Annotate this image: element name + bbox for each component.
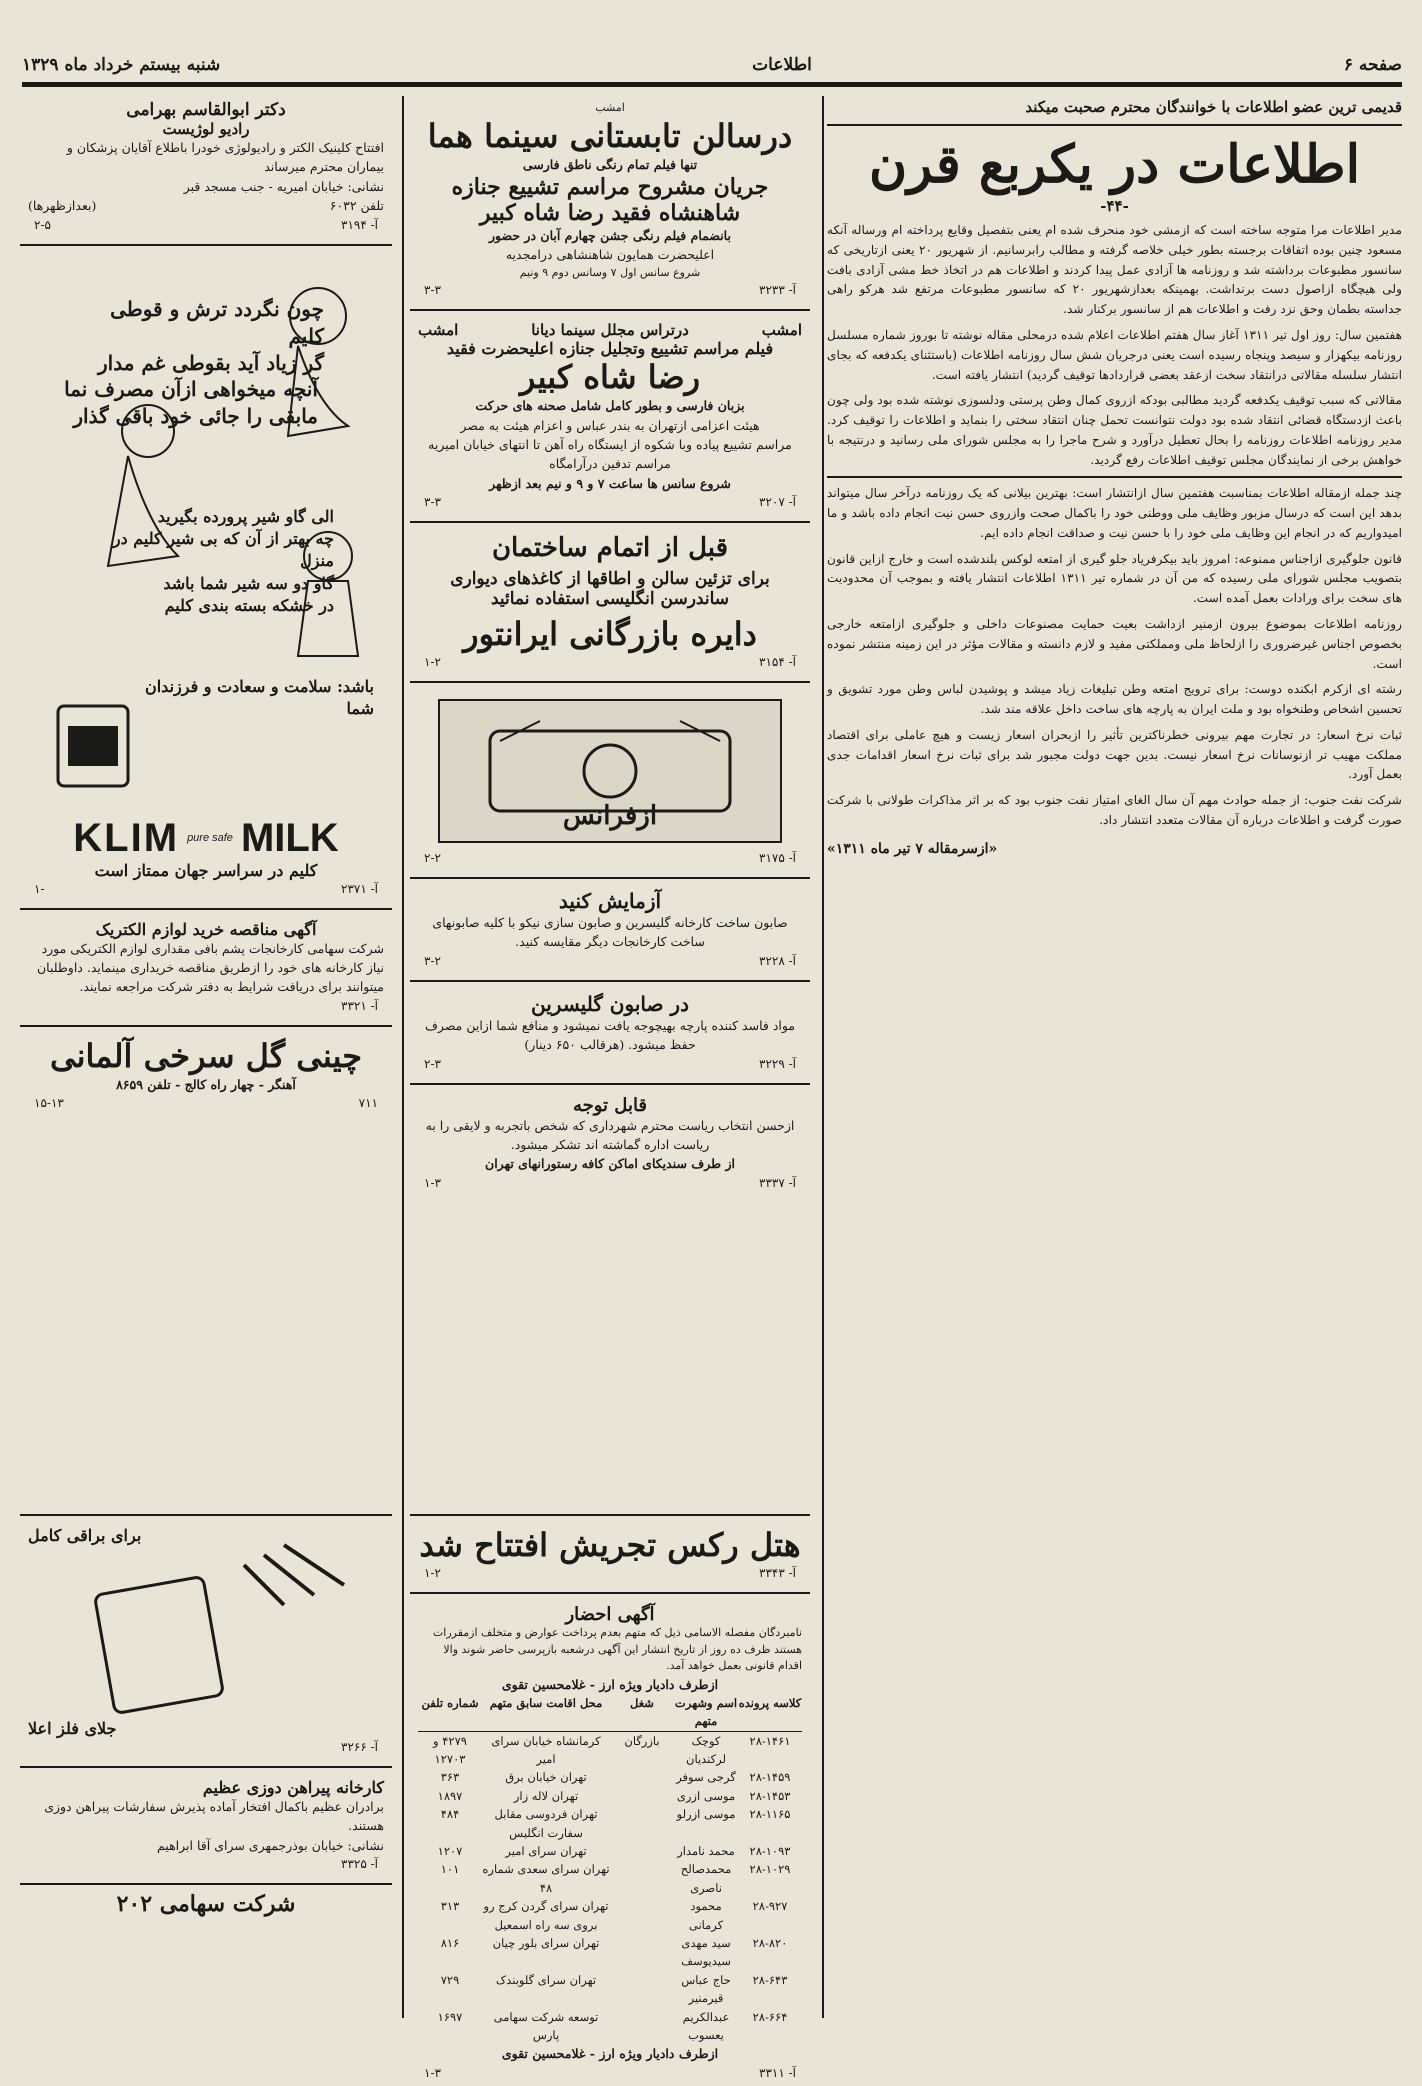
- ad-line: کلیم در سراسر جهان ممتاز است: [94, 860, 318, 880]
- table-cell: سید مهدی سیدیوسف: [681, 1935, 731, 1969]
- ad-text: برادران عظیم باکمال افتخار آماده پذیرش سفارشات پیراهن دوزی هستند.: [44, 1799, 384, 1834]
- table-header-cell: شماره تلفن: [421, 1695, 479, 1710]
- table-cell: ۲۸-۱۰۹۳: [749, 1844, 791, 1858]
- table-header-cell: کلاسه پرونده: [738, 1695, 802, 1710]
- table-cell: [610, 1787, 674, 1805]
- ad-ref: آ- ۳۱۵۴: [759, 655, 796, 669]
- table-cell: موسی ازری: [676, 1788, 736, 1803]
- ad-line: بانضمام فیلم رنگی جشن چهارم آبان در حضور: [489, 227, 731, 243]
- ad-ref: آ- ۳۱۹۴: [341, 217, 378, 232]
- klim-verse: باشد: سلامت و سعادت و فرزندان شما: [144, 676, 374, 718]
- ad-line: اعلیحضرت همایون شاهنشاهی درامجدیه: [505, 247, 715, 263]
- feature-article: [827, 96, 1402, 2018]
- ad-line: شاهنشاه فقید رضا شاه کبیر: [479, 199, 741, 226]
- hotel-ad: [410, 1522, 810, 1586]
- ad-ref: ۲-۳: [424, 1056, 441, 1071]
- ad-line: شروع سانس اول ۷ وسانس دوم ۹ ونیم: [519, 265, 701, 279]
- court-table: [418, 1732, 802, 2045]
- ad-title: رضا شاه کبیر: [519, 358, 701, 397]
- ad-ref: آ- ۳۲۰۷: [759, 495, 796, 509]
- table-row: [418, 1768, 802, 1786]
- ad-ref: ۱-۲: [424, 1566, 441, 1580]
- klim-brand: KLIM: [73, 815, 180, 860]
- ad-line: بزبان فارسی و بطور کامل شامل صحنه های حرکت: [475, 398, 745, 414]
- ad-line: نشانی: خیابان امیریه - جنب مسجد قبر: [183, 178, 384, 194]
- ad-title: آگهی احضار: [565, 1604, 655, 1625]
- ad-ref: ۳-۲: [424, 953, 441, 968]
- table-cell: ۲۸-۱۱۶۵: [749, 1807, 791, 1822]
- ad-ref: ۱-۲: [424, 655, 441, 669]
- table-row: [418, 1842, 802, 1860]
- table-cell: حاج عباس قیرمنیر: [681, 1972, 731, 2006]
- article-source: «ازسرمقاله ۷ تیر ماه ۱۳۱۱»: [827, 840, 998, 857]
- ad-ref: ۲-۵: [34, 217, 51, 232]
- table-cell: [610, 1897, 674, 1934]
- ad-title: آگهی مناقصه خرید لوازم الکتریک: [95, 919, 317, 939]
- masthead: [22, 48, 1402, 87]
- ad-tag: امشب: [761, 321, 802, 340]
- table-row: [418, 1805, 802, 1842]
- table-cell: تهران سرای سعدی شماره ۴۸: [482, 1862, 610, 1895]
- france-ad: [410, 689, 810, 871]
- ad-title: در صابون گلیسرین: [531, 991, 689, 1016]
- ad-title: درسالن تابستانی سینما هما: [427, 116, 793, 155]
- ad-line: ازطرف دادیار ویژه ارز - غلامحسین تقوی: [501, 1676, 719, 1692]
- bottom-middle: [410, 1508, 810, 2080]
- klim-verse: گر زیاد آید بقوطی غم مدار: [97, 350, 324, 375]
- article-paragraph: روزنامه اطلاعات بموضوع بیرون ازمنیر ازداشت بعیت حمایت مصنوعات داخلی و جلوگیری ازامتعه خارجی بخصوص اجناس غیرضروری را ازلحاظ ملی ومملکتی مفید و لازم دانسته و مقالات مؤثر در این زمینه منتشر نموده است.: [827, 616, 1402, 671]
- ad-line: از طرف سندیکای اماکن کافه رستورانهای تهران: [485, 1156, 735, 1172]
- article-title: اطلاعات در یکربع قرن: [868, 134, 1361, 195]
- ad-caption: ازفرانس: [562, 801, 658, 831]
- table-cell: تهران سرای بلور چیان: [492, 1935, 600, 1950]
- table-cell: تهران فردوسی مقابل سفارت انگلیس: [494, 1807, 598, 1840]
- table-cell: ۱۰۱: [440, 1862, 460, 1877]
- table-cell: ۳۶۳: [440, 1770, 460, 1785]
- ad-title: چینی گل سرخی آلمانی: [49, 1036, 363, 1075]
- column-divider: [822, 96, 824, 2018]
- ad-tag: امشب: [595, 101, 625, 114]
- article-paragraph: قانون جلوگیری ازاجناس ممنوعه: امروز باید بیکرفریاد جلو گیری از امتعه لوکس بلندشده است و خارج ازاین قانون بتصویب مجلس شورای ملی رسیده که من آن در شماره تیر ۱۳۱۱ اطلاعات انتشار یافته و بموجب آن محدودیت های سخت برای ورادات بعمل آمده است.: [827, 551, 1402, 606]
- ad-line: (بعدازظهرها): [28, 198, 97, 214]
- klim-brand: MILK: [240, 815, 339, 860]
- ad-text: افتتاح کلینیک الکتر و رادیولوژی خودرا باطلاع آقایان پزشکان و بیماران محترم میرساند: [66, 140, 384, 175]
- klim-verse: در خشکه بسته بندی کلیم: [164, 596, 334, 616]
- table-cell: ۲۸-۱۴۶۱: [749, 1733, 791, 1748]
- table-cell: کوچک لرکندیان: [686, 1733, 726, 1767]
- table-row: [418, 1860, 802, 1897]
- ad-ref: ۲-۲: [424, 851, 441, 865]
- klim-brand-small: pure safe: [187, 831, 233, 844]
- ad-text: صابون ساخت کارخانه گلیسرین و صابون سازی نیکو با کلیه صابونهای ساخت کارخانجات دیگر مقایسه کنید.: [432, 915, 788, 950]
- ad-ref: ۱-۳: [424, 2065, 441, 2080]
- ad-ref: آ- ۳۳۱۱: [759, 2065, 796, 2080]
- klim-verse: گاو دو سه شیر شما باشد: [163, 573, 334, 593]
- article-paragraph: چند جمله ازمقاله اطلاعات بمناسبت هفتمین سال ازانتشار است: بهترین بیلانی که یک روزنامه درآخر سال میتواند بدهد این است که درسال مزبور وظایف ملی ووطنی خود را باکمال صحت وازروی حسن نیت انجام داده باشد و ما امیدواریم که در انجام این وظایف ملی خود را با حسن نیت و صداقت انجام داده ایم.: [827, 486, 1402, 540]
- ad-line: جریان مشروح مراسم تشییع جنازه: [451, 173, 769, 200]
- table-cell: ۲۸-۶۴۳: [752, 1972, 788, 1987]
- ad-ref: ۱-: [34, 881, 45, 896]
- article-paragraph: مقالاتی که سبب توقیف یکدفعه گردید مطالبی بودکه ازروی کمال وطن پرستی ودلسوزی نوشته شده بود ولی چون باعث ازدستگاه قضائی انتقاد شده بود دولت نتوانست تحمل چنان انتقاد سختی را بنماید و اطلاعات را توقیف کرد. مدیر روزنامه اطلاعات روزنامه را بحال تعطیل درآورد و شرح ماجرا را به مجلس شورای ملی رسانید و درنتیجه با خواهش برخی از نمایندگان مجلس توقیف اطلاعات رفع گردید.: [827, 393, 1402, 467]
- table-cell: کرمانشاه خیابان سرای امیر: [491, 1733, 601, 1767]
- notice-ad: [410, 1091, 810, 1196]
- table-cell: [610, 1971, 674, 2008]
- paper-name: اطلاعات: [752, 55, 812, 75]
- table-cell: ۷۲۹: [440, 1972, 460, 1987]
- ad-ref: آ- ۳۲۲۸: [759, 953, 796, 968]
- tender-ad: [20, 916, 392, 1019]
- ad-text: مواد فاسد کننده پارچه بهیچوجه یافت نمیشود و منافع شما ازاین مصرف حفظ میشود. (هرقالب ۶۵۰ دینار): [424, 1017, 796, 1053]
- article-kicker: قدیمی ترین عضو اطلاعات با خوانندگان محترم صحبت میکند: [1025, 98, 1402, 116]
- table-cell: [610, 1860, 674, 1897]
- table-cell: [610, 2008, 674, 2045]
- ad-line: تلفن ۶۰۳۲: [329, 198, 384, 214]
- ad-ref: آ- ۲۳۷۱: [341, 881, 378, 896]
- ad-line: مراسم تدفین درآرامگاه: [549, 456, 671, 472]
- ad-ref: آ- ۳۳۳۷: [759, 1175, 796, 1190]
- china-ad: [20, 1033, 392, 1116]
- column-divider: [402, 96, 404, 2018]
- ad-text: نامبردگان مفصله الاسامی ذیل که متهم بعدم پرداخت عوارض و متخلف ازمقررات هستند ظرف ده روز از تاریخ انتشار این آگهی درشعبه بازپرسی حاضر شوند والا اقدام قانونی بعمل خواهد آمد.: [432, 1626, 802, 1672]
- court-notice: [410, 1600, 810, 2086]
- table-cell: تهران سرای گلوبندک: [495, 1972, 597, 1987]
- table-cell: محمدصالح ناصری: [680, 1862, 732, 1895]
- ad-ref: آ- ۳۱۷۵: [759, 851, 796, 865]
- soap-test-ad: [410, 885, 810, 974]
- ad-ref: آ- ۳۲۶۶: [341, 1740, 378, 1754]
- ad-line: برای تزئین سالن و اطاقها از کاغذهای دیواری: [450, 569, 770, 589]
- table-cell: ۴۲۷۹ و ۱۲۷۰۳: [433, 1733, 467, 1767]
- table-cell: بازرگان: [624, 1733, 660, 1748]
- table-cell: ۸۱۶: [440, 1935, 460, 1950]
- ad-title: هتل رکس تجریش افتتاح شد: [419, 1526, 801, 1564]
- tailor-ad: [20, 1774, 392, 1877]
- table-cell: ۲۸-۹۲۷: [752, 1899, 788, 1914]
- ad-ref: آ- ۳۳۲۱: [341, 998, 378, 1013]
- ad-ref: ۱-۳: [424, 1175, 441, 1190]
- table-cell: محمود کرمانی: [688, 1899, 724, 1932]
- ad-place: درتراس مجلل سینما دیانا: [531, 321, 689, 340]
- bottom-left: [20, 1508, 392, 1998]
- ad-line: ساندرسن انگلیسی استفاده نمائید: [490, 589, 730, 609]
- table-cell: تهران سرای گردن کرج رو بروی سه راه اسمعیل: [483, 1899, 609, 1932]
- cinema-homa-ad: [410, 96, 810, 303]
- sasi-ad: شرکت سهامی ۲۰۲: [116, 1891, 296, 1918]
- table-header-cell: اسم وشهرت متهم: [674, 1695, 738, 1729]
- table-cell: [610, 1934, 674, 1971]
- table-row: [418, 1934, 802, 1971]
- ad-line: فیلم مراسم تشییع وتجلیل جنازه اعلیحضرت فقید: [446, 339, 774, 359]
- article-paragraph: شرکت نفت جنوب: از جمله حوادث مهم آن سال الغای امتیاز نفت جنوب بود که بر اثر مذاکرات طولانی با شرکت صورت گرفت و اطلاعات درباره آن مقالات متعدد انتشار داد.: [827, 793, 1402, 827]
- ad-title: کارخانه پیراهن دوزی عظیم: [202, 1778, 384, 1797]
- klim-verse: چه بهتر از آن که بی شیر کلیم در منزل: [112, 528, 334, 571]
- klim-verse: آنچه میخواهی ازآن مصرف نما: [64, 376, 318, 401]
- ad-ref: آ- ۳۳۲۵: [341, 1857, 378, 1872]
- table-cell: گرجی سوفر: [676, 1770, 736, 1785]
- ad-text: ازحسن انتخاب ریاست محترم شهرداری که شخص باتجربه و لایقی را به ریاست اداره گماشته اند تشکر میشود.: [425, 1117, 795, 1152]
- ad-title: دکتر ابوالقاسم بهرامی: [126, 100, 286, 120]
- table-cell: [610, 1805, 674, 1842]
- article-paragraph: رشته ای ازکرم ابکنده دوست: برای ترویج امتعه وطن تبلیغات زیاد میشد و پوشیدن لباس وطن مورد تشویق و تحسین اشخاص وطنخواه بود و ملت ایران به پارچه های ساخت داخل علاقه مند شد.: [827, 682, 1402, 717]
- ad-ref: ۱۵-۱۳: [34, 1096, 64, 1110]
- table-cell: ۲۸-۸۲۰: [752, 1935, 788, 1950]
- doctor-ad: [20, 96, 392, 238]
- page-number: صفحه ۶: [1343, 55, 1402, 75]
- table-row: [418, 1897, 802, 1934]
- table-cell: ۱۶۹۷: [437, 2009, 463, 2024]
- polish-can-illustration: [44, 1545, 384, 1715]
- table-cell: تهران خیابان برق: [505, 1770, 587, 1785]
- ad-text: شرکت سهامی کارخانجات پشم بافی مقداری لوازم الکتریکی مورد نیاز کارخانه های خود را ازطریق مناقصه خریداری مینماید. داوطلبان میتوانند برای دریافت شرایط به دفتر شرکت مراجعه نمایند.: [36, 940, 384, 995]
- article-paragraph: مدیر اطلاعات مرا متوجه ساخته است که ازمشی خود منحرف شده ام یعنی بتفصیل وقایع پرداخته ام ورساله آنکه مسعود چنین بوده اتفاقات برجسته بطور خیلی خلاصه گرفته و مطالب رابرسانیم. از شهریور ۲۰ یعنی ازتاریخی که سانسور مطبوعات برداشته شد و روزنامه ها آزادی عمل پیدا کردند و اطلاعات هم در اتخاذ خط مشی آزادی بافت ولی هیچگاه ازاصول دست برنداشت. بهمینکه بعدازشهریور ۲۰ که سانسور مطبوعات مرتفع شد هرکو راهی جداسته بطمان وحق نزد رفت و اطلاعات هم از سانسور برکنار شد.: [827, 223, 1403, 317]
- table-cell: [610, 1842, 674, 1860]
- ad-line: شروع سانس ها ساعت ۷ و ۹ و نیم بعد ازظهر: [489, 475, 731, 491]
- ad-ref: ۳-۳: [424, 495, 441, 509]
- article-paragraph: هفتمین سال: روز اول تیر ۱۳۱۱ آغاز سال هفتم اطلاعات اعلام شده درمحلی مقاله نوشته تا بوروز شماره مسلسل روزنامه بیکهزار و سیصد وپنجاه رسیده است یعنی درجریان شش سال روزنامه اطلاعات (باستثنای یکدفعه که بجای انتشار سلسله مقالاتی درانتقاد سخت ازعقد بعضی قراردادها توقیف گردید) انتشار یافته است.: [827, 328, 1402, 382]
- table-cell: ۱۲۰۷: [437, 1844, 463, 1858]
- article-paragraph: ثبات نرخ اسعار: در تجارت مهم بیرونی خطرناکترین تأثیر را ازبحران اسعار زیست و هیچ عاملی برای اقتصاد مملکت مهیب تر ازنوسانات نرخ اسعار نیست. بدین جهت دولت مجبور شد برای ثبات نرخ اسعار اقدامات جدی بعمل آورد.: [827, 727, 1402, 782]
- klim-verse: الی گاو شیر پرورده بگیرید: [157, 506, 334, 526]
- ad-line: رادیو لوژیست: [162, 120, 250, 138]
- table-cell: موسی ازرلو: [676, 1807, 736, 1822]
- table-cell: ۲۸-۱۴۵۹: [749, 1770, 791, 1785]
- issue-date: شنبه بیستم خرداد ماه ۱۳۲۹: [22, 55, 221, 75]
- ad-line: تنها فیلم تمام رنگی ناطق فارسی: [522, 156, 698, 172]
- table-header: [418, 1694, 802, 1732]
- table-cell: محمد نامدار: [677, 1844, 735, 1858]
- ad-ref: ۳-۳: [424, 283, 441, 298]
- ad-title: برای براقی کامل: [28, 1526, 142, 1545]
- table-row: [418, 1971, 802, 2008]
- cinema-diana-ad: [410, 317, 810, 515]
- table-cell: تهران سرای امیر: [505, 1844, 587, 1858]
- table-cell: [610, 1768, 674, 1786]
- table-cell: ۲۸-۱۰۲۹: [749, 1862, 791, 1877]
- jala-ad: [20, 1522, 392, 1760]
- table-header-cell: شغل: [630, 1695, 654, 1710]
- table-row: [418, 1732, 802, 1769]
- table-cell: تهران لاله زار: [513, 1788, 579, 1803]
- ad-ref: آ- ۳۲۲۹: [759, 1056, 796, 1071]
- ad-line: جلای فلز اعلا: [28, 1719, 117, 1738]
- ad-line: ازطرف دادیار ویژه ارز - غلامحسین تقوی: [501, 2046, 719, 2062]
- table-row: [418, 2008, 802, 2045]
- ad-ref: آ- ۳۳۴۳: [759, 1566, 796, 1580]
- ad-ref: آ- ۳۲۳۳: [759, 283, 796, 298]
- ad-line: مراسم تشییع پیاده وبا شکوه از ایستگاه راه آهن تا انتهای خیابان امیریه: [428, 436, 792, 452]
- ad-tag: امشب: [418, 321, 459, 340]
- table-header-cell: محل اقامت سابق متهم: [489, 1695, 603, 1710]
- klim-verse: مابقی را جائی خود باقی گذار: [73, 403, 318, 428]
- table-cell: ۲۸-۱۴۵۳: [749, 1788, 791, 1803]
- ad-title: قابل توجه: [572, 1094, 648, 1116]
- table-cell: ۱۸۹۷: [437, 1788, 463, 1803]
- table-cell: عبدالکریم یعسوب: [682, 2009, 730, 2042]
- ad-line: هیئت اعزامی ازتهران به بندر عباس و اعزام هیئت به مصر: [460, 417, 760, 433]
- klim-verse: چون نگردد ترش و قوطی کلیم: [110, 296, 324, 348]
- article-number: -۴۴-: [1100, 197, 1129, 216]
- iranator-ad: [410, 529, 810, 675]
- glycerin-soap-ad: [410, 988, 810, 1077]
- table-cell: توسعه شرکت سهامی پارس: [493, 2009, 599, 2042]
- klim-ad: [20, 252, 392, 902]
- table-row: [418, 1787, 802, 1805]
- table-cell: ۳۱۳: [440, 1899, 460, 1914]
- ad-title: آزمایش کنید: [558, 889, 662, 913]
- ad-title: قبل از اتمام ساختمان: [491, 533, 729, 563]
- ad-line: نشانی: خیابان بوذرجمهری سرای آقا ابراهیم: [156, 1837, 384, 1853]
- table-cell: ۲۸-۶۶۴: [752, 2009, 788, 2024]
- ad-ref: ۷۱۱: [358, 1096, 378, 1110]
- ad-line: آهنگر - چهار راه کالج - تلفن ۸۶۵۹: [116, 1076, 296, 1092]
- ad-company: دایره بازرگانی ایرانتور: [463, 615, 757, 653]
- table-cell: ۴۸۴: [440, 1807, 460, 1822]
